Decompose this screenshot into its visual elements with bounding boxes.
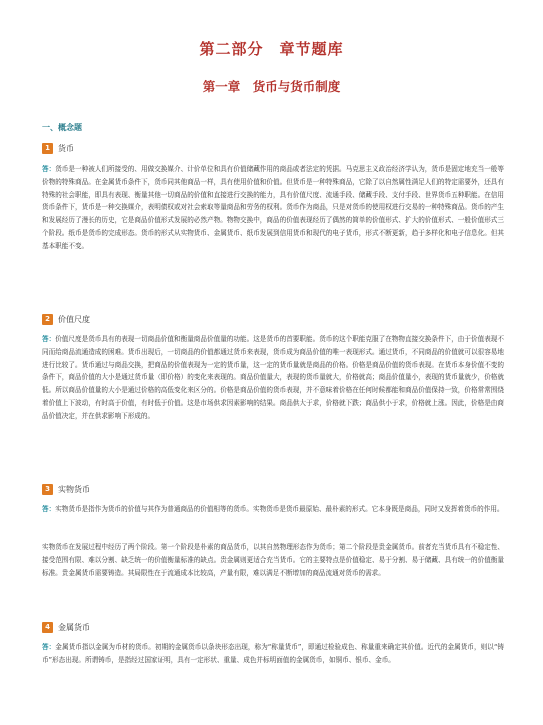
term-heading-4 bbox=[42, 622, 90, 633]
answer-paragraph bbox=[42, 333, 504, 423]
answer-text: 货币是一种被人们所接受的、用做交换媒介、计价单位和具有价值储藏作用的商品或者法定的凭据。马克思主义政治经济学认为，货币是固定地充当一般等价物的特殊商品。在金属货币条件下，货币同其他商品一样，具有使用价值和价值。但货币是一种特殊商品，它除了以自然属性满足人们的特定需要外，还具有特殊的社会职能，即具有表现、衡量其他一切商品的价值和直接进行交换的能力，具有价值尺度、流通手段、储藏手段、支付手段、世界货币五种职能。在信用货币条件下，货币是一种交换媒介，表明债权或对社会索取等量商品和劳务的权利。货币作为商品，只是对货币的使用权进行交易的一种特殊商品。货币的产生和发展经历了漫长的历史，它是商品价值形式发展的必然产物。物物交换中，商品的价值表现经历了偶然的简单的价值形式、扩大的价值形式、一般价值形式三个阶段。纸币是货币的完成形态。货币的形式从实物货币、金属货币、纸币发展到信用货币和现代的电子货币，形式不断更新，趋于多样化和电子信息化。但其基本职能不变。 bbox=[42, 165, 504, 250]
answer-label: 答： bbox=[42, 165, 56, 173]
term-number-badge: 3 bbox=[42, 484, 53, 495]
answer-label: 答： bbox=[42, 335, 56, 343]
section-title: 一、概念题 bbox=[42, 123, 82, 132]
answer-text: 价值尺度是货币具有的表现一切商品价值和衡量商品价值量的功能。这是货币的首要职能。货币的这个职能克服了在物物直接交换条件下，由于价值表现不同而给商品流通造成的困难。货币出现后，一切商品的价值都通过货币来表现，货币成为商品价值的唯一表现形式。通过货币，不同商品的价值就可以很容易地进行比较了。货币通过与商品交换，把商品的价值表现为一定的货币量，这一定的货币量就是商品的价格。价格是商品价值的货币表现。在货币本身价值不变的条件下，商品价值的大小是通过货币量（即价格）的变化来表现的。商品价值量大，表现的货币量就大，价格就高；商品价值量小，表现的货币量就少，价格就低。所以商品价值量的大小是通过价格的高低变化来区分的。价格是商品价值的货币表现，并不意味着价格在任何时候都能和商品价值保持一致，价格常常围绕着价值上下波动，有时高于价值，有时低于价值。这是市场供求因素影响的结果。商品供大于求，价格就下跌；商品供小于求，价格就上涨。因此，价格是由商品价值决定，并在供求影响下形成的。 bbox=[42, 335, 504, 420]
answer-paragraph bbox=[42, 503, 504, 516]
term-number-badge: 1 bbox=[42, 143, 53, 154]
term-number-badge: 4 bbox=[42, 622, 53, 633]
answer-paragraph bbox=[42, 641, 504, 667]
answer-label: 答： bbox=[42, 643, 56, 651]
body-paragraph: 实物货币在发展过程中经历了两个阶段。第一个阶段是朴素的商品货币，以其自然物理形态作为货币；第二个阶段是贵金属货币。前者充当货币具有不稳定性、接受范围有限、难以分割、缺乏统一的价值衡量标准的缺点。贵金属则更适合充当货币。它的主要特点是价值稳定、易于分割、易于储藏、具有统一的价值衡量标准。贵金属货币需要铸造。其局限性在于流通成本比较高，产量有限，难以满足不断增加的商品流通对货币的需求。 bbox=[42, 543, 504, 577]
part-title: 第二部分 章节题库 bbox=[199, 40, 344, 58]
answer-text: 实物货币是指作为货币的价值与其作为普通商品的价值相等的货币。实物货币是货币最原始、最朴素的形式。它本身既是商品，同时又发挥着货币的作用。 bbox=[55, 505, 504, 513]
answer-text: 金属货币指以金属为币材的货币。初期的金属货币以条块形态出现，称为“称量货币”，即通过检验成色、称量重来确定其价值。近代的金属货币，则以“铸币”形态出现。所谓铸币，是指经过国家证明，具有一定形状、重量、成色并标明面值的金属货币，如铜币、银币、金币。 bbox=[42, 643, 505, 664]
term-heading-2 bbox=[42, 314, 90, 325]
term-label: 金属货币 bbox=[58, 623, 90, 632]
term-label: 货币 bbox=[58, 144, 74, 153]
chapter-title: 第一章 货币与货币制度 bbox=[202, 79, 341, 94]
term-heading-1 bbox=[42, 143, 74, 154]
term-number-badge: 2 bbox=[42, 314, 53, 325]
answer-label: 答： bbox=[42, 505, 56, 513]
term-heading-3 bbox=[42, 484, 90, 495]
answer-paragraph bbox=[42, 163, 504, 253]
term-label: 价值尺度 bbox=[58, 315, 90, 324]
term-label: 实物货币 bbox=[58, 485, 90, 494]
